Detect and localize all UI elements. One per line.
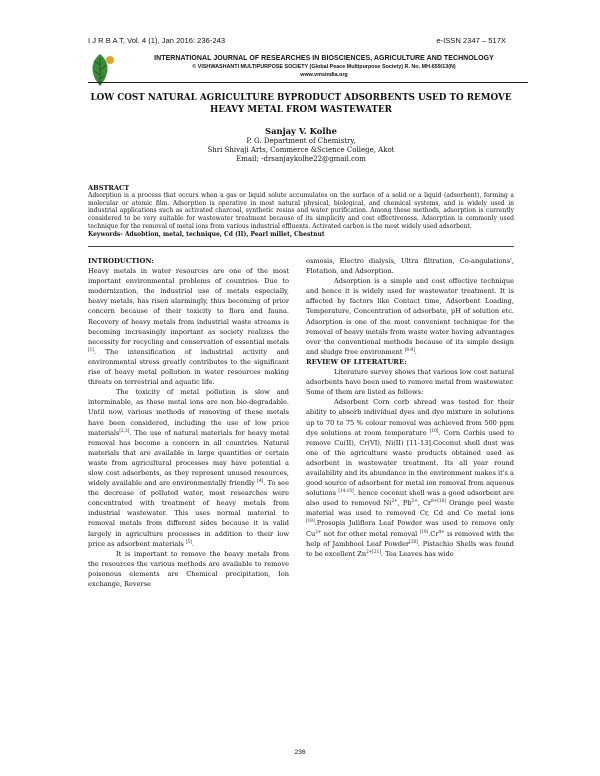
website: www.vmsindia.org bbox=[300, 72, 348, 78]
intro-paragraph-1: Heavy metals in water resources are one of the most important environmental problems of countries. Due to modernization, the industrial use of metals especially, heavy metals, has risen alarmingly, thus becoming of prior concern because of their toxicity to flora and fauna. Recovery of heavy metals from industrial waste streams is becoming increasingly important as society realizes the necessity for recycling and conservation of essential metals [1]. The intensification of industrial activity and environmental stress greatly contributes to the significant rise of heavy metal pollution in water resources making threats on terrestrial and aquatic life. bbox=[88, 267, 289, 387]
author-block bbox=[88, 126, 514, 163]
keywords: Keywords- Adsobtion, metal, technique, Cd (II), Pearl millet, Chestnut bbox=[88, 231, 325, 238]
left-column bbox=[88, 256, 289, 589]
institution: Shri Shivaji Arts, Commerce &Science College, Akot bbox=[207, 145, 395, 154]
header-rule bbox=[88, 82, 528, 83]
abstract-heading: ABSTRACT bbox=[88, 184, 130, 192]
intro-heading: INTRODUCTION: bbox=[88, 257, 154, 265]
author-name: Sanjay V. Kolhe bbox=[265, 126, 337, 136]
review-paragraph-2: Adsorbent Corn corb shread was tested for their ability to absorb individual dyes and dye mixture in solutions up to 70 to 75 % colour removal was achieved from 500 ppm dye solutions at room temperature [10]. Corn Corbis used to remove Cu(II), Cr(VI), Ni(II) [11-13].Coconut shell dust was one of the agriculture waste products obtained used as adsorbent in wastewater treatment. Its all year round availability and its abundance in the environment makes it's a good source of adsorbent for metal ion removal from aqueous solutions [14-15]. hence coconut shell was a good adsorbent are also used to removed $Ni^{2+}$, $Pb^{2+}$, $Cr^{6+[16]}$ Orange peel waste material was used to removed Cr, Cd and Co metal ions [18].Prosopis Juliflora Leaf Powder was used to remove only $Cu^{2+}$ not for other metal removal $[19].Cr^{4+}$ is removed with the help of Jambhool Leaf Powder[20]. Pistachio Shells was found to be excellent $Zn^{2+[21]}$. Tea Leaves has wide bbox=[306, 398, 515, 558]
right-column bbox=[306, 256, 514, 559]
department: P. G. Department of Chemistry, bbox=[246, 137, 356, 145]
journal-name: INTERNATIONAL JOURNAL OF RESEARCHES IN BIOSCIENCES, AGRICULTURE AND TECHNOLOGY bbox=[154, 55, 494, 62]
intro-paragraph-2: The toxicity of metal pollution is slow and interminable, as these metal ions are non bio-degradable. Until now, various methods of removing of these metals have been considered, including the use of low price materials[2,3]. The use of natural materials for heavy metal removal has become a concern in all countries. Natural materials that are available in large quantities or certain waste from agricultural processes may have potential a slow cost adsorbents, as they represent unused resources, widely available and are environmentally friendly [4]. To see the decrease of polluted water, most researches were concentrated with treatment of heavy metals from industrial wastewater. This uses normal material to removal metals from different sides because it is valid largely in agriculture processes in addition to their low price as adsorbent materials [5]. bbox=[88, 388, 289, 548]
intro-paragraph-3b: osmosis, Electro dialysis, Ultra filtration, Co-angulations', Flotation, and Adsorption. bbox=[306, 257, 514, 276]
email: Email; -drsanjaykolhe22@gmail.com bbox=[236, 154, 366, 163]
issn: e-ISSN 2347 – 517X bbox=[436, 36, 506, 45]
article-title: LOW COST NATURAL AGRICULTURE BYPRODUCT ADSORBENTS USED TO REMOVE HEAVY METAL FROM WASTEWATER bbox=[90, 93, 512, 115]
publisher: © VISHWASHANTI MULTIPURPOSE SOCIETY (Global Peace Multipurpose Society) R. No. MH-659/13(N) bbox=[192, 64, 456, 70]
review-paragraph-1: Literature survey shows that various low cost natural adsorbents have been used to remove metal from wastewater. Some of them are listed as follows: bbox=[306, 368, 515, 397]
intro-paragraph-3a: It is important to remove the heavy metals from the resources the various methods are available to remove poisonous elements are Chemical precipitation, Ion exchange, Reverse bbox=[88, 549, 289, 588]
page-number: 236 bbox=[294, 749, 306, 756]
abstract-text: Adsorption is a process that occurs when a gas or liquid solute accumulates on the surface of a solid or a liquid (adsorbent), forming a molecular or atomic film. Adsorption is operative in most natural physical, biological, and chemical systems, and is widely used in industrial applications such as activated charcoal, synthetic resins and water purification. Among these methods, adsorption is currently considered to be very suitable for wastewater treatment because of its simplicity and cost effectiveness. Adsorption is commonly used technique for the removal of metal ions from various industrial effluents. Activated carbon is the most widely used adsorbent. bbox=[88, 192, 514, 230]
abstract-rule bbox=[88, 246, 514, 247]
review-heading: REVIEW OF LITERATURE: bbox=[306, 357, 407, 366]
intro-paragraph-4: Adsorption is a simple and cost effective technique and hence it is widely used for wastewater treatment. It is affected by factors like Contact time, Adsorbent Loading, Temperature, Concentration of adsorbate, pH of solution etc. Adsorption is one of the most convenient technique for the removal of heavy metals from waste water having advantages over the conventional methods because of its simple design and sludge free environment [6-9]. bbox=[306, 277, 514, 356]
citation: I J R B A T, Vol. 4 (1), Jan 2016: 236-243 bbox=[88, 36, 226, 45]
